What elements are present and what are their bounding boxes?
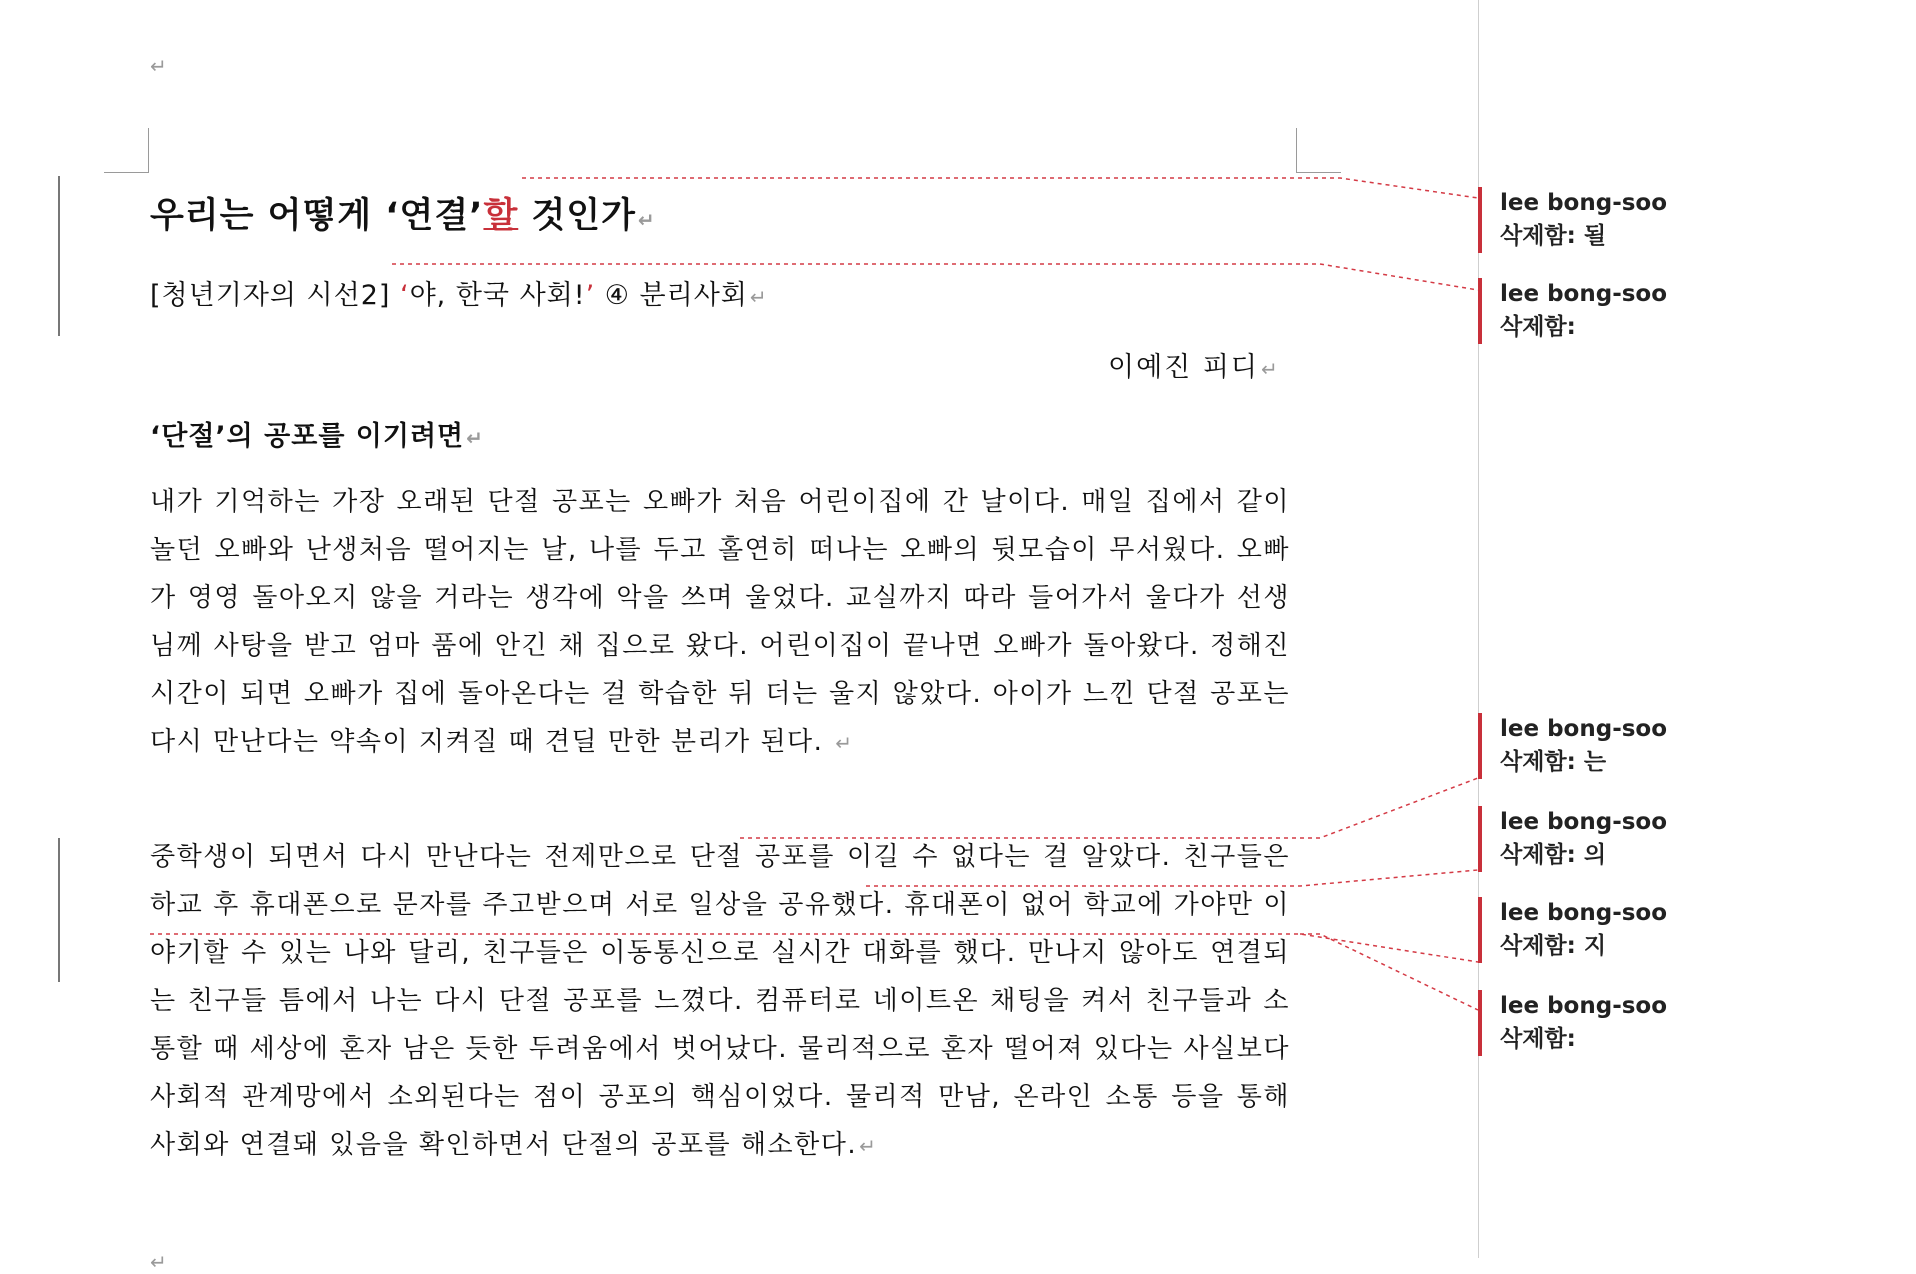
comment-author: lee bong-soo <box>1500 281 1668 307</box>
comment-balloon[interactable] <box>1478 713 1800 779</box>
paragraph-1-text: 내가 기억하는 가장 오래된 단절 공포는 오빠가 처음 어린이집에 간 날이다. 매일 집에서 같이 놀던 오빠와 난생처음 떨어지는 날, 나를 두고 홀연히 떠나는 오빠의 뒷모습이 무서웠다. 오빠가 영영 돌아오지 않을 거라는 생각에 악을 쓰며 울었다. 교실까지 따라 들어가서 울다가 선생님께 사탕을 받고 엄마 품에 안긴 채 집으로 왔다. 어린이집이 끝나면 오빠가 돌아왔다. 정해진 시간이 되면 오빠가 집에 돌아온다는 걸 학습한 뒤 더는 울지 않았다. 아이가 느낀 단절 공포는 다시 만난다는 약속이 지켜질 때 견딜 만한 분리가 된다. <box>150 487 1290 757</box>
comment-action: 삭제함: 는 <box>1500 749 1607 775</box>
byline[interactable] <box>1108 345 1280 384</box>
paragraph-mark-icon: ↵ <box>150 54 167 78</box>
comment-author: lee bong-soo <box>1500 716 1668 742</box>
crop-mark-top-right <box>1296 128 1341 173</box>
byline-text: 이예진 피디 <box>1108 352 1259 383</box>
paragraph-mark-icon: ↵ <box>835 731 854 755</box>
empty-paragraph-bottom[interactable] <box>148 1250 167 1274</box>
change-bar-paragraph <box>58 838 60 982</box>
comment-action: 삭제함: 의 <box>1500 842 1607 868</box>
comment-balloon[interactable] <box>1478 278 1800 344</box>
paragraph-mark-icon: ↵ <box>749 285 768 309</box>
body-paragraph-2[interactable] <box>150 833 1290 1170</box>
comment-balloon[interactable] <box>1478 187 1800 253</box>
subtitle-inserted-quote-open[interactable]: ‘ <box>399 280 410 311</box>
subtitle-text-before: [청년기자의 시선2] <box>150 280 400 311</box>
paragraph-mark-icon: ↵ <box>859 1134 878 1158</box>
paragraph-mark-icon: ↵ <box>637 208 656 232</box>
comment-balloon[interactable] <box>1478 990 1800 1056</box>
subtitle-text-middle: 야, 한국 사회! <box>409 280 586 311</box>
article-title[interactable] <box>150 188 656 238</box>
comment-action: 삭제함: 지 <box>1500 933 1607 959</box>
paragraph-mark-icon: ↵ <box>466 426 484 450</box>
article-subtitle[interactable] <box>150 273 768 312</box>
title-text-before: 우리는 어떻게 ‘연결’ <box>150 196 484 236</box>
paragraph-mark-icon: ↵ <box>150 1250 167 1274</box>
comment-author: lee bong-soo <box>1500 993 1668 1019</box>
crop-mark-top-left <box>104 128 149 173</box>
section-heading[interactable] <box>150 414 484 453</box>
body-paragraph-1[interactable] <box>150 478 1290 767</box>
comment-action: 삭제함: <box>1500 1026 1576 1052</box>
comment-author: lee bong-soo <box>1500 809 1668 835</box>
paragraph-2-text: 중학생이 되면서 다시 만난다는 전제만으로 단절 공포를 이길 수 없다는 걸 알았다. 친구들은 하교 후 휴대폰으로 문자를 주고받으며 서로 일상을 공유했다. 휴대폰이 없어 학교에 가야만 이야기할 수 있는 나와 달리, 친구들은 이동통신으로 실시간 대화를 했다. 만나지 않아도 연결되는 친구들 틈에서 나는 다시 단절 공포를 느꼈다. 컴퓨터로 네이트온 채팅을 켜서 친구들과 소통할 때 세상에 혼자 남은 듯한 두려움에서 벗어났다. 물리적으로 혼자 떨어져 있다는 사실보다 사회적 관계망에서 소외된다는 점이 공포의 핵심이었다. 물리적 만남, 온라인 소통 등을 통해 사회와 연결돼 있음을 확인하면서 단절의 공포를 해소한다. <box>150 842 1290 1160</box>
subtitle-inserted-quote-close[interactable]: ’ <box>585 280 596 311</box>
comment-balloon[interactable] <box>1478 897 1800 963</box>
comment-balloon[interactable] <box>1478 806 1800 872</box>
comment-author: lee bong-soo <box>1500 190 1668 216</box>
comment-author: lee bong-soo <box>1500 900 1668 926</box>
subtitle-text-after: ④ 분리사회 <box>595 280 748 311</box>
title-text-after: 것인가 <box>518 196 636 236</box>
section-heading-text: ‘단절’의 공포를 이기려면 <box>150 421 465 452</box>
change-bar-heading <box>58 176 60 336</box>
comment-action: 삭제함: 될 <box>1500 223 1607 249</box>
empty-paragraph-top[interactable] <box>148 54 167 78</box>
paragraph-mark-icon: ↵ <box>1261 357 1280 381</box>
title-inserted-text[interactable]: 할 <box>483 196 519 236</box>
comment-action: 삭제함: <box>1500 314 1576 340</box>
